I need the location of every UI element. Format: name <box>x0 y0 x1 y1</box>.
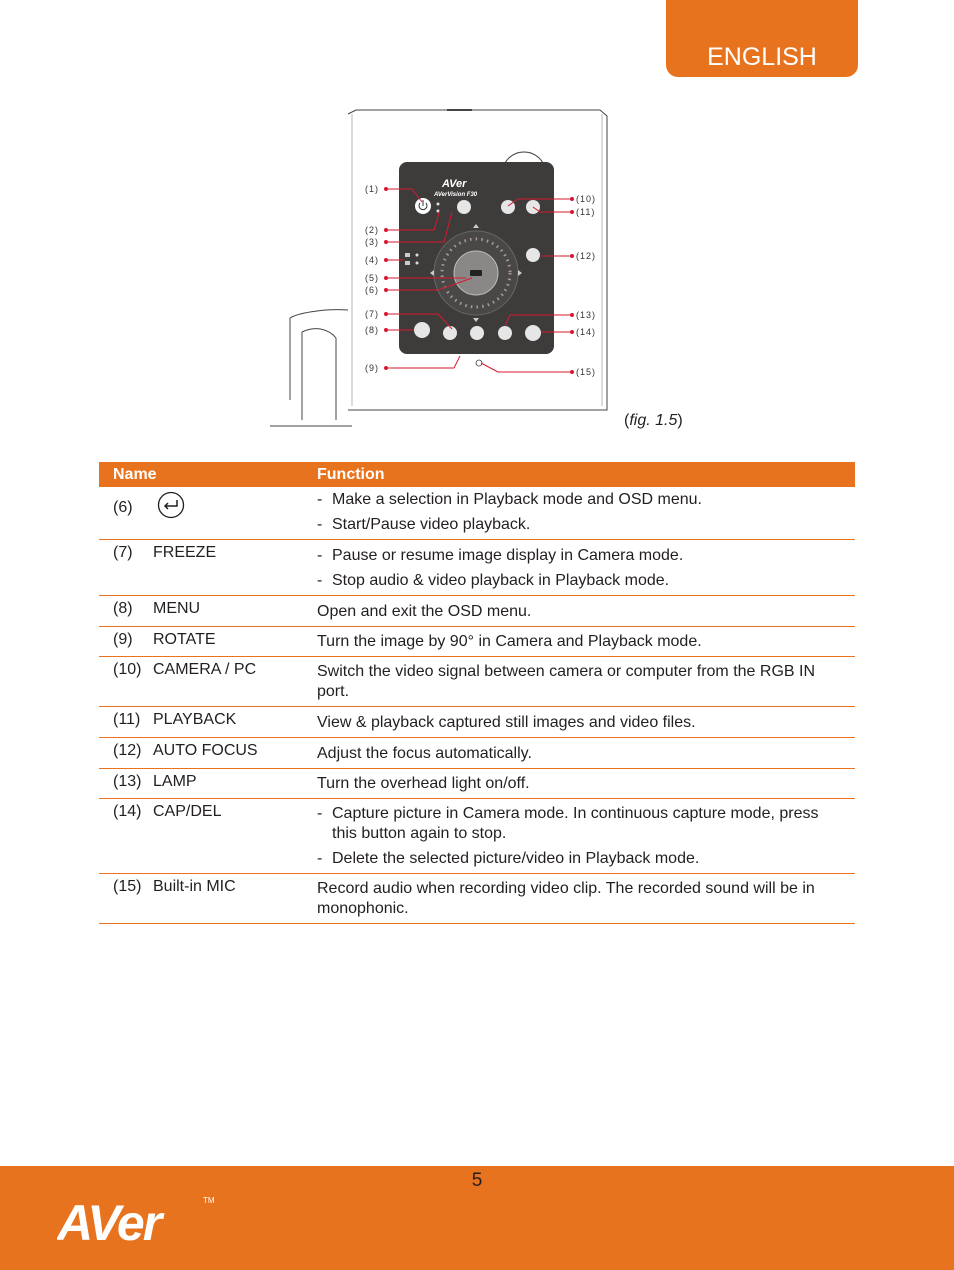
function-text: Switch the video signal between camera or computer from the RGB IN port. <box>317 657 855 707</box>
button-name: AUTO FOCUS <box>153 742 258 759</box>
table-row: (8) MENU Open and exit the OSD menu. <box>99 596 855 627</box>
button-name: LAMP <box>153 773 197 790</box>
row-number: (6) <box>113 499 133 517</box>
table-row <box>99 487 855 540</box>
table-row: (11) PLAYBACK View & playback captured still images and video files. <box>99 707 855 738</box>
function-bullet: - Delete the selected picture/video in Playback mode. <box>317 850 700 867</box>
callout-7: (7) <box>365 309 379 319</box>
function-text: View & playback captured still images and video files. <box>317 707 855 738</box>
callout-10: (10) <box>576 194 597 204</box>
button-name: ROTATE <box>153 631 216 648</box>
table-row: (13) LAMP Turn the overhead light on/off. <box>99 769 855 799</box>
function-bullet: - Stop audio & video playback in Playback mode. <box>317 572 670 589</box>
page-number: 5 <box>471 1170 483 1191</box>
function-bullet: - Make a selection in Playback mode and OSD menu. <box>317 491 702 508</box>
figure-caption: (fig. 1.5) <box>624 412 683 429</box>
button-name: CAP/DEL <box>153 803 222 820</box>
button-name: MENU <box>153 600 201 617</box>
callout-6: (6) <box>365 285 379 295</box>
button-name: FREEZE <box>153 544 217 561</box>
panel-brand: AVer <box>442 178 467 190</box>
callout-14: (14) <box>576 327 597 337</box>
callout-8: (8) <box>365 325 379 335</box>
callout-2: (2) <box>365 225 379 235</box>
function-text: Turn the overhead light on/off. <box>317 769 855 799</box>
callout-9: (9) <box>365 363 379 373</box>
callout-12: (12) <box>576 251 597 261</box>
callout-11: (11) <box>576 207 596 217</box>
function-bullet: - Start/Pause video playback. <box>317 516 531 533</box>
function-bullet: - Pause or resume image display in Camera mode. <box>317 547 684 564</box>
function-bullet: - Capture picture in Camera mode. In continuous capture mode, press this button again to stop. <box>317 805 819 842</box>
callout-13: (13) <box>576 310 597 320</box>
callout-15: (15) <box>576 367 597 377</box>
control-panel-figure <box>262 100 622 430</box>
function-text: Turn the image by 90° in Camera and Playback mode. <box>317 627 855 657</box>
table-row: (9) ROTATE Turn the image by 90° in Camera and Playback mode. <box>99 627 855 657</box>
button-function-table <box>99 462 855 924</box>
language-tab <box>666 0 858 77</box>
button-name: CAMERA / PC <box>153 661 257 678</box>
header-function: Function <box>317 462 855 487</box>
function-text: Adjust the focus automatically. <box>317 738 855 769</box>
button-name: PLAYBACK <box>153 711 237 728</box>
table-row: (15) Built-in MIC Record audio when recording video clip. The recorded sound will be in monophonic. <box>99 874 855 924</box>
table-row: (10) CAMERA / PC Switch the video signal between camera or computer from the RGB IN port. <box>99 657 855 707</box>
aver-logo <box>57 1196 227 1246</box>
callout-4: (4) <box>365 255 379 265</box>
callout-1: (1) <box>365 184 379 194</box>
callout-5: (5) <box>365 273 379 283</box>
enter-icon <box>157 491 185 519</box>
table-row: (7) FREEZE - Pause or resume image display in Camera mode. - Stop audio & video playback in Playback mode. <box>99 540 855 596</box>
language-label: ENGLISH <box>707 43 817 71</box>
button-name: Built-in MIC <box>153 878 236 895</box>
svg-text:TM: TM <box>203 1196 215 1205</box>
svg-text:AVer: AVer <box>57 1196 161 1246</box>
table-row: (14) CAP/DEL - Capture picture in Camera mode. In continuous capture mode, press this button again to stop. - Delete the selected picture/video in Playback mode. <box>99 799 855 874</box>
panel-model: AVerVision F30 <box>434 192 478 198</box>
table-row: (12) AUTO FOCUS Adjust the focus automatically. <box>99 738 855 769</box>
callout-3: (3) <box>365 237 379 247</box>
function-text: Open and exit the OSD menu. <box>317 596 855 627</box>
header-name: Name <box>99 462 317 487</box>
function-text: Record audio when recording video clip. The recorded sound will be in monophonic. <box>317 874 855 924</box>
